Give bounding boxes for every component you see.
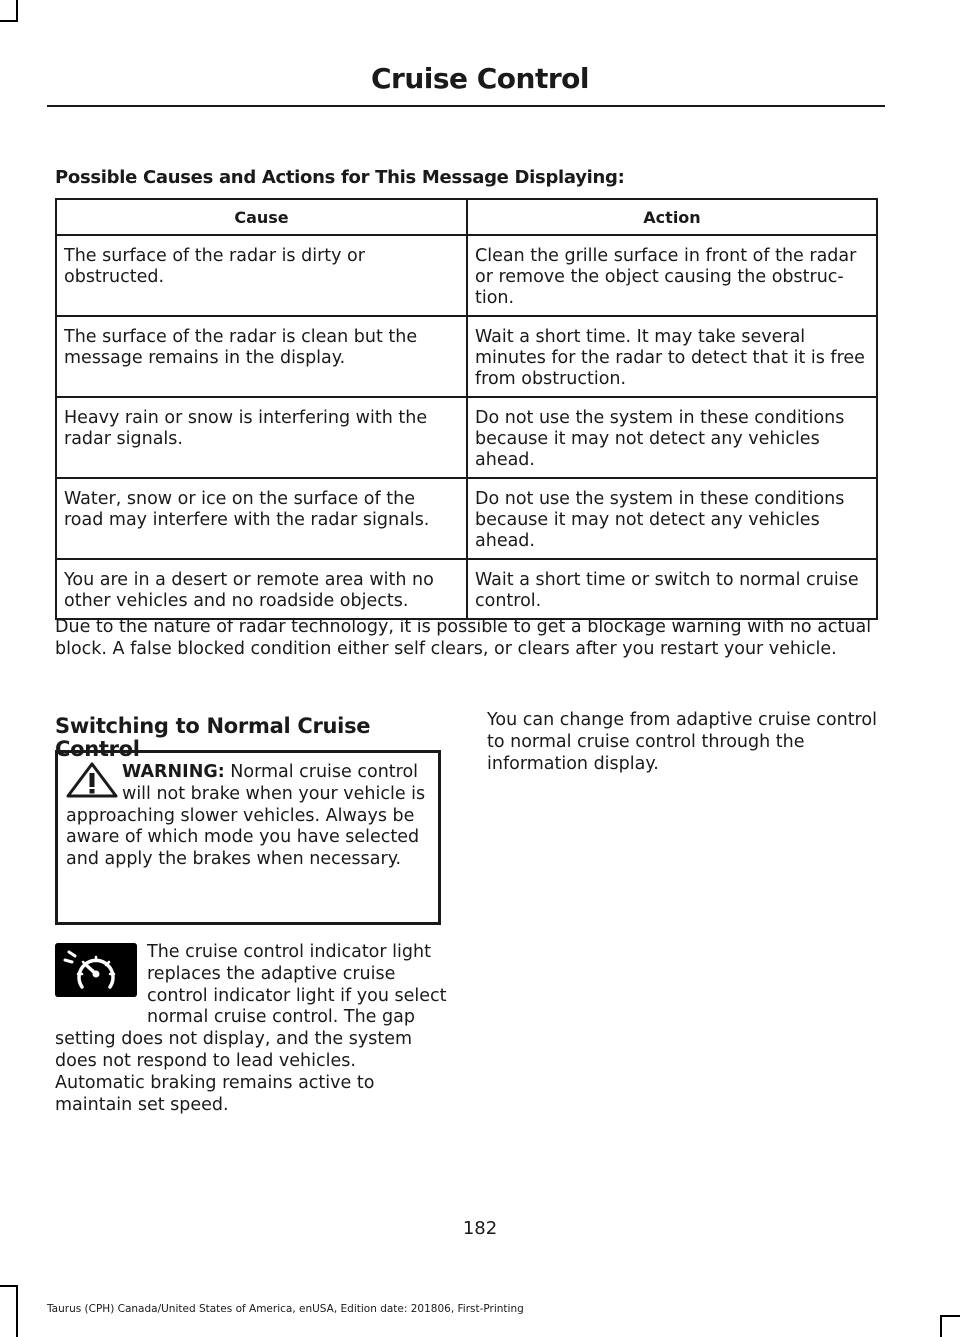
warning-box [55,750,441,925]
change-mode-paragraph: You can change from adaptive cruise control to normal cruise control through the information display. [487,710,877,774]
page-title: Cruise Control [370,62,590,95]
warning-triangle-icon [66,762,118,798]
warning-label: WARNING: [122,762,225,782]
action-cell: Do not use the system in these conditions because it may not detect any vehicles ahead. [467,397,877,478]
crop-mark [940,1315,942,1337]
cause-cell: The surface of the radar is clean but the message remains in the display. [56,316,467,397]
table-row [56,559,877,619]
crop-mark [0,20,18,22]
action-cell: Do not use the system in these conditions because it may not detect any vehicles ahead. [467,478,877,559]
crop-mark [16,1285,18,1337]
action-cell: Wait a short time or switch to normal cruise control. [467,559,877,619]
table-header-row [56,199,877,235]
crop-mark [0,1285,18,1287]
table-row [56,235,877,316]
cause-cell: You are in a desert or remote area with no other vehicles and no roadside objects. [56,559,467,619]
action-cell: Clean the grille surface in front of the radar or remove the object causing the obstruc-tion. [467,235,877,316]
cause-cell: Water, snow or ice on the surface of the road may interfere with the radar signals. [56,478,467,559]
indicator-text: The cruise control indicator light replaces the adaptive cruise control indicator light if you select normal cruise control. The gap setting does not display, and the system does not respond to lead vehicles. Automatic braking remains active to maintain set speed. [55,942,447,1115]
action-cell: Wait a short time. It may take several minutes for the radar to detect that it is free from obstruction. [467,316,877,397]
table-row [56,397,877,478]
table-row [56,316,877,397]
column-header-cause: Cause [56,199,467,235]
crop-mark [940,1315,960,1317]
cause-cell: The surface of the radar is dirty or obstructed. [56,235,467,316]
page-number: 182 [462,1218,498,1239]
radar-blockage-note: Due to the nature of radar technology, it is possible to get a blockage warning with no actual block. A false blocked condition either self clears, or clears after you restart your vehicle. [55,617,872,659]
switching-heading: Switching to Normal Cruise Control [55,714,371,761]
cause-cell: Heavy rain or snow is interfering with the radar signals. [56,397,467,478]
crop-mark [16,0,18,22]
footer-edition: Taurus (CPH) Canada/United States of America, enUSA, Edition date: 201806, First-Printing [47,1303,524,1315]
table-row [56,478,877,559]
indicator-description [55,942,447,1116]
warning-text: Normal cruise control will not brake when your vehicle is approaching slower vehicles. Always be aware of which mode you have selected and apply the brakes when necessary. [66,762,426,870]
section-heading: Possible Causes and Actions for This Message Displaying: [55,167,625,188]
header-divider [47,105,885,107]
icon-spacer [55,942,147,1008]
column-header-action: Action [467,199,877,235]
causes-table [55,198,878,620]
